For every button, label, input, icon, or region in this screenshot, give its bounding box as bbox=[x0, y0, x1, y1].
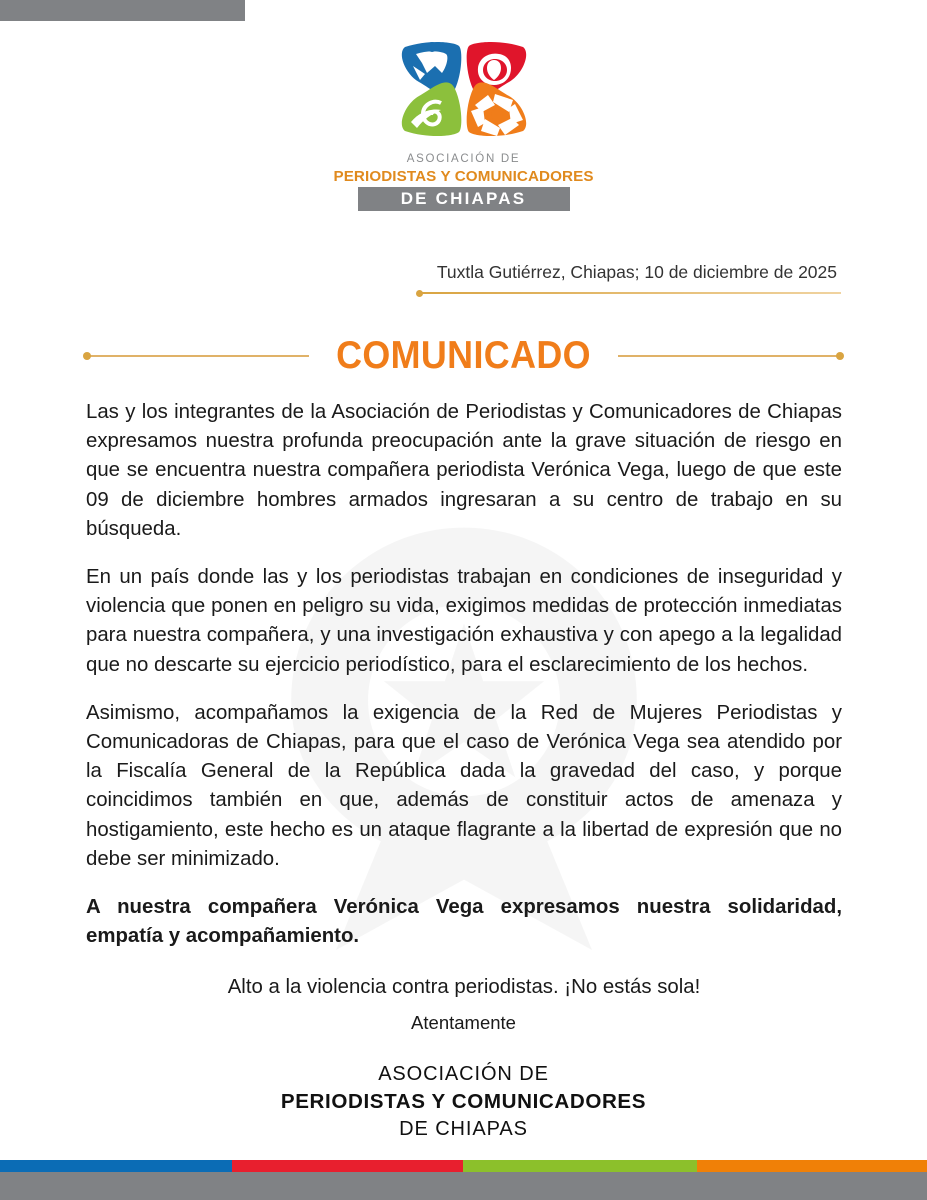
apcch-four-petal-logo-icon bbox=[389, 30, 539, 148]
paragraph-2: En un país donde las y los periodistas trabajan en condiciones de inseguridad y violencia que ponen en peligro su vida, exigimos medidas de protección inmediatas para nuestra compañera, y una investigación exhaustiva y con apego a la legalidad que no descarte su ejercicio periodístico, para el esclarecimiento de los hechos. bbox=[86, 566, 842, 676]
footer-bar-red bbox=[232, 1160, 463, 1172]
footer bbox=[0, 1160, 927, 1200]
page-title: COMUNICADO bbox=[336, 334, 591, 377]
footer-bar-green bbox=[463, 1160, 697, 1172]
heading-rule-right bbox=[618, 355, 841, 357]
heading-dot-right bbox=[836, 352, 844, 360]
green-petal-spiral-icon bbox=[401, 82, 461, 136]
dateline-rule bbox=[419, 292, 841, 294]
footer-bar-blue bbox=[0, 1160, 232, 1172]
logo-wordmark-line3: DE CHIAPAS bbox=[400, 189, 527, 209]
top-gray-bar bbox=[0, 0, 245, 21]
footer-bar-orange bbox=[697, 1160, 927, 1172]
logo-wordmark bbox=[333, 153, 594, 211]
signature-org-line2: PERIODISTAS Y COMUNICADORES bbox=[280, 1089, 647, 1113]
logo-wordmark-line3-band bbox=[358, 187, 570, 211]
dateline-text: Tuxtla Gutiérrez, Chiapas; 10 de diciembre de 2025 bbox=[436, 262, 837, 282]
organization-logo bbox=[0, 30, 927, 211]
paragraph-3: Asimismo, acompañamos la exigencia de la Red de Mujeres Periodistas y Comunicadoras de Chiapas, para que el caso de Verónica Vega sea atendido por la Fiscalía General de la República dada la gravedad del caso, y porque coincidimos también en que, además de constituir actos de amenaza y hostigamiento, este hecho es un ataque flagrante a la libertad de expresión que no debe ser minimizado. bbox=[86, 701, 842, 870]
paragraph-1: Las y los integrantes de la Asociación de Periodistas y Comunicadores de Chiapas expresamos nuestra profunda preocupación ante la grave situación de riesgo en que se encuentra nuestra compañera periodista Verónica Vega, luego de que este 09 de diciembre hombres armados ingresaran a su centro de trabajo en su búsqueda. bbox=[86, 401, 842, 540]
signature-org-line1: ASOCIACIÓN DE bbox=[378, 1063, 549, 1086]
paragraph-5-slogan: Alto a la violencia contra periodistas. ¡No estás sola! bbox=[227, 976, 701, 999]
heading-dot-left bbox=[83, 352, 91, 360]
signature-closing: Atentamente bbox=[411, 1012, 516, 1033]
orange-petal-camera-shutter-icon bbox=[466, 82, 526, 136]
paragraph-4-solidarity: A nuestra compañera Verónica Vega expresamos nuestra solidaridad, empatía y acompañamiento. bbox=[86, 896, 842, 948]
logo-wordmark-line1: ASOCIACIÓN DE bbox=[406, 153, 521, 165]
dateline bbox=[86, 262, 841, 294]
footer-color-bars bbox=[0, 1160, 927, 1172]
dateline-rule-dot bbox=[416, 290, 423, 297]
body-text bbox=[86, 398, 842, 1003]
signature-block bbox=[0, 1012, 927, 1142]
comunicado-heading-block bbox=[86, 336, 841, 375]
heading-rule-left bbox=[86, 355, 309, 357]
signature-org-line3: DE CHIAPAS bbox=[399, 1117, 528, 1140]
footer-gray-band bbox=[0, 1172, 927, 1200]
logo-wordmark-line2: PERIODISTAS Y COMUNICADORES bbox=[333, 167, 594, 185]
